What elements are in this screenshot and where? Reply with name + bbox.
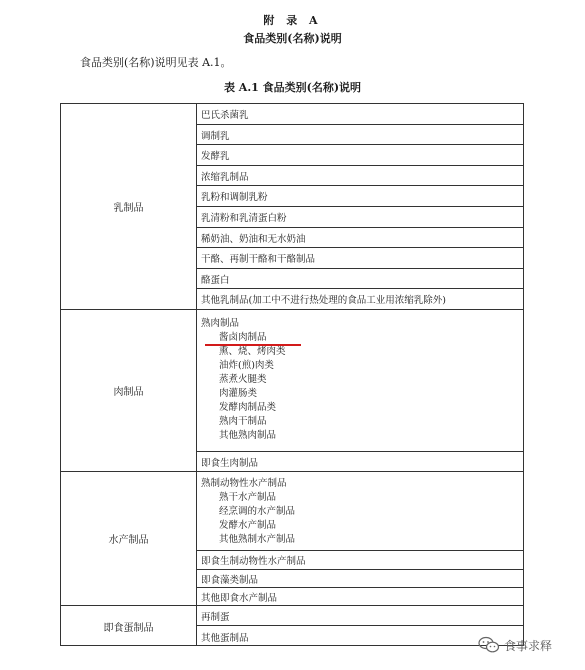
aquatic-item-2: 即食藻类制品 <box>197 570 523 588</box>
category-dairy: 乳制品 <box>61 104 196 310</box>
wechat-icon <box>478 636 500 654</box>
aquatic-sub-2: 经烹调的水产制品 <box>219 506 296 517</box>
meat-raw-item: 即食生肉制品 <box>197 452 523 472</box>
aquatic-cooked-header: 熟制动物性水产制品 <box>201 478 287 489</box>
category-egg: 即食蛋制品 <box>103 623 154 634</box>
meat-sub-1: 酱卤肉制品 <box>219 332 267 343</box>
dairy-item-2: 调制乳 <box>197 125 523 145</box>
dairy-item-9: 酪蛋白 <box>197 269 523 289</box>
appendix-heading: 附 录 A <box>263 14 322 27</box>
meat-sub-4: 蒸煮火腿类 <box>219 374 267 385</box>
meat-sub-7: 熟肉干制品 <box>219 416 267 427</box>
watermark <box>478 636 552 654</box>
dairy-item-3: 发酵乳 <box>197 145 523 166</box>
dairy-item-5: 乳粉和调制乳粉 <box>197 186 523 207</box>
aquatic-sub-1: 熟干水产制品 <box>219 492 277 503</box>
appendix-title: 食品类别(名称)说明 <box>243 32 342 45</box>
aquatic-sub-4: 其他熟制水产制品 <box>219 534 296 545</box>
highlight-underline <box>205 344 301 346</box>
meat-cooked-header: 熟肉制品 <box>201 318 240 329</box>
dairy-item-4: 浓缩乳制品 <box>197 166 523 186</box>
dairy-item-1: 巴氏杀菌乳 <box>197 104 523 125</box>
egg-item-2: 其他蛋制品 <box>201 632 249 644</box>
food-category-table <box>60 103 524 646</box>
dairy-item-8: 干酪、再制干酪和干酪制品 <box>197 248 523 269</box>
meat-sub-8: 其他熟肉制品 <box>219 430 277 441</box>
meat-sub-2: 熏、烧、烤肉类 <box>219 346 286 357</box>
aquatic-item-3: 其他即食水产制品 <box>197 588 523 606</box>
meat-sub-6: 发酵肉制品类 <box>219 402 277 413</box>
meat-sub-3: 油炸(煎)肉类 <box>219 360 274 371</box>
category-meat: 肉制品 <box>61 310 196 472</box>
intro-text: 食品类别(名称)说明见表 A.1。 <box>80 56 232 69</box>
meat-sub-5: 肉灌肠类 <box>219 388 258 399</box>
aquatic-cooked-block <box>197 472 523 551</box>
egg-item-1: 再制蛋 <box>197 606 523 626</box>
meat-cooked-block <box>197 310 523 452</box>
aquatic-sub-3: 发酵水产制品 <box>219 520 277 531</box>
table-caption: 表 A.1 食品类别(名称)说明 <box>223 81 362 94</box>
dairy-item-6: 乳清粉和乳清蛋白粉 <box>197 207 523 228</box>
watermark-text: 食事求释 <box>504 638 553 653</box>
dairy-item-10: 其他乳制品(加工中不进行热处理的食品工业用浓缩乳除外) <box>197 289 523 310</box>
aquatic-item-1: 即食生制动物性水产制品 <box>197 551 523 570</box>
dairy-item-7: 稀奶油、奶油和无水奶油 <box>197 228 523 248</box>
category-aquatic: 水产制品 <box>61 472 196 606</box>
